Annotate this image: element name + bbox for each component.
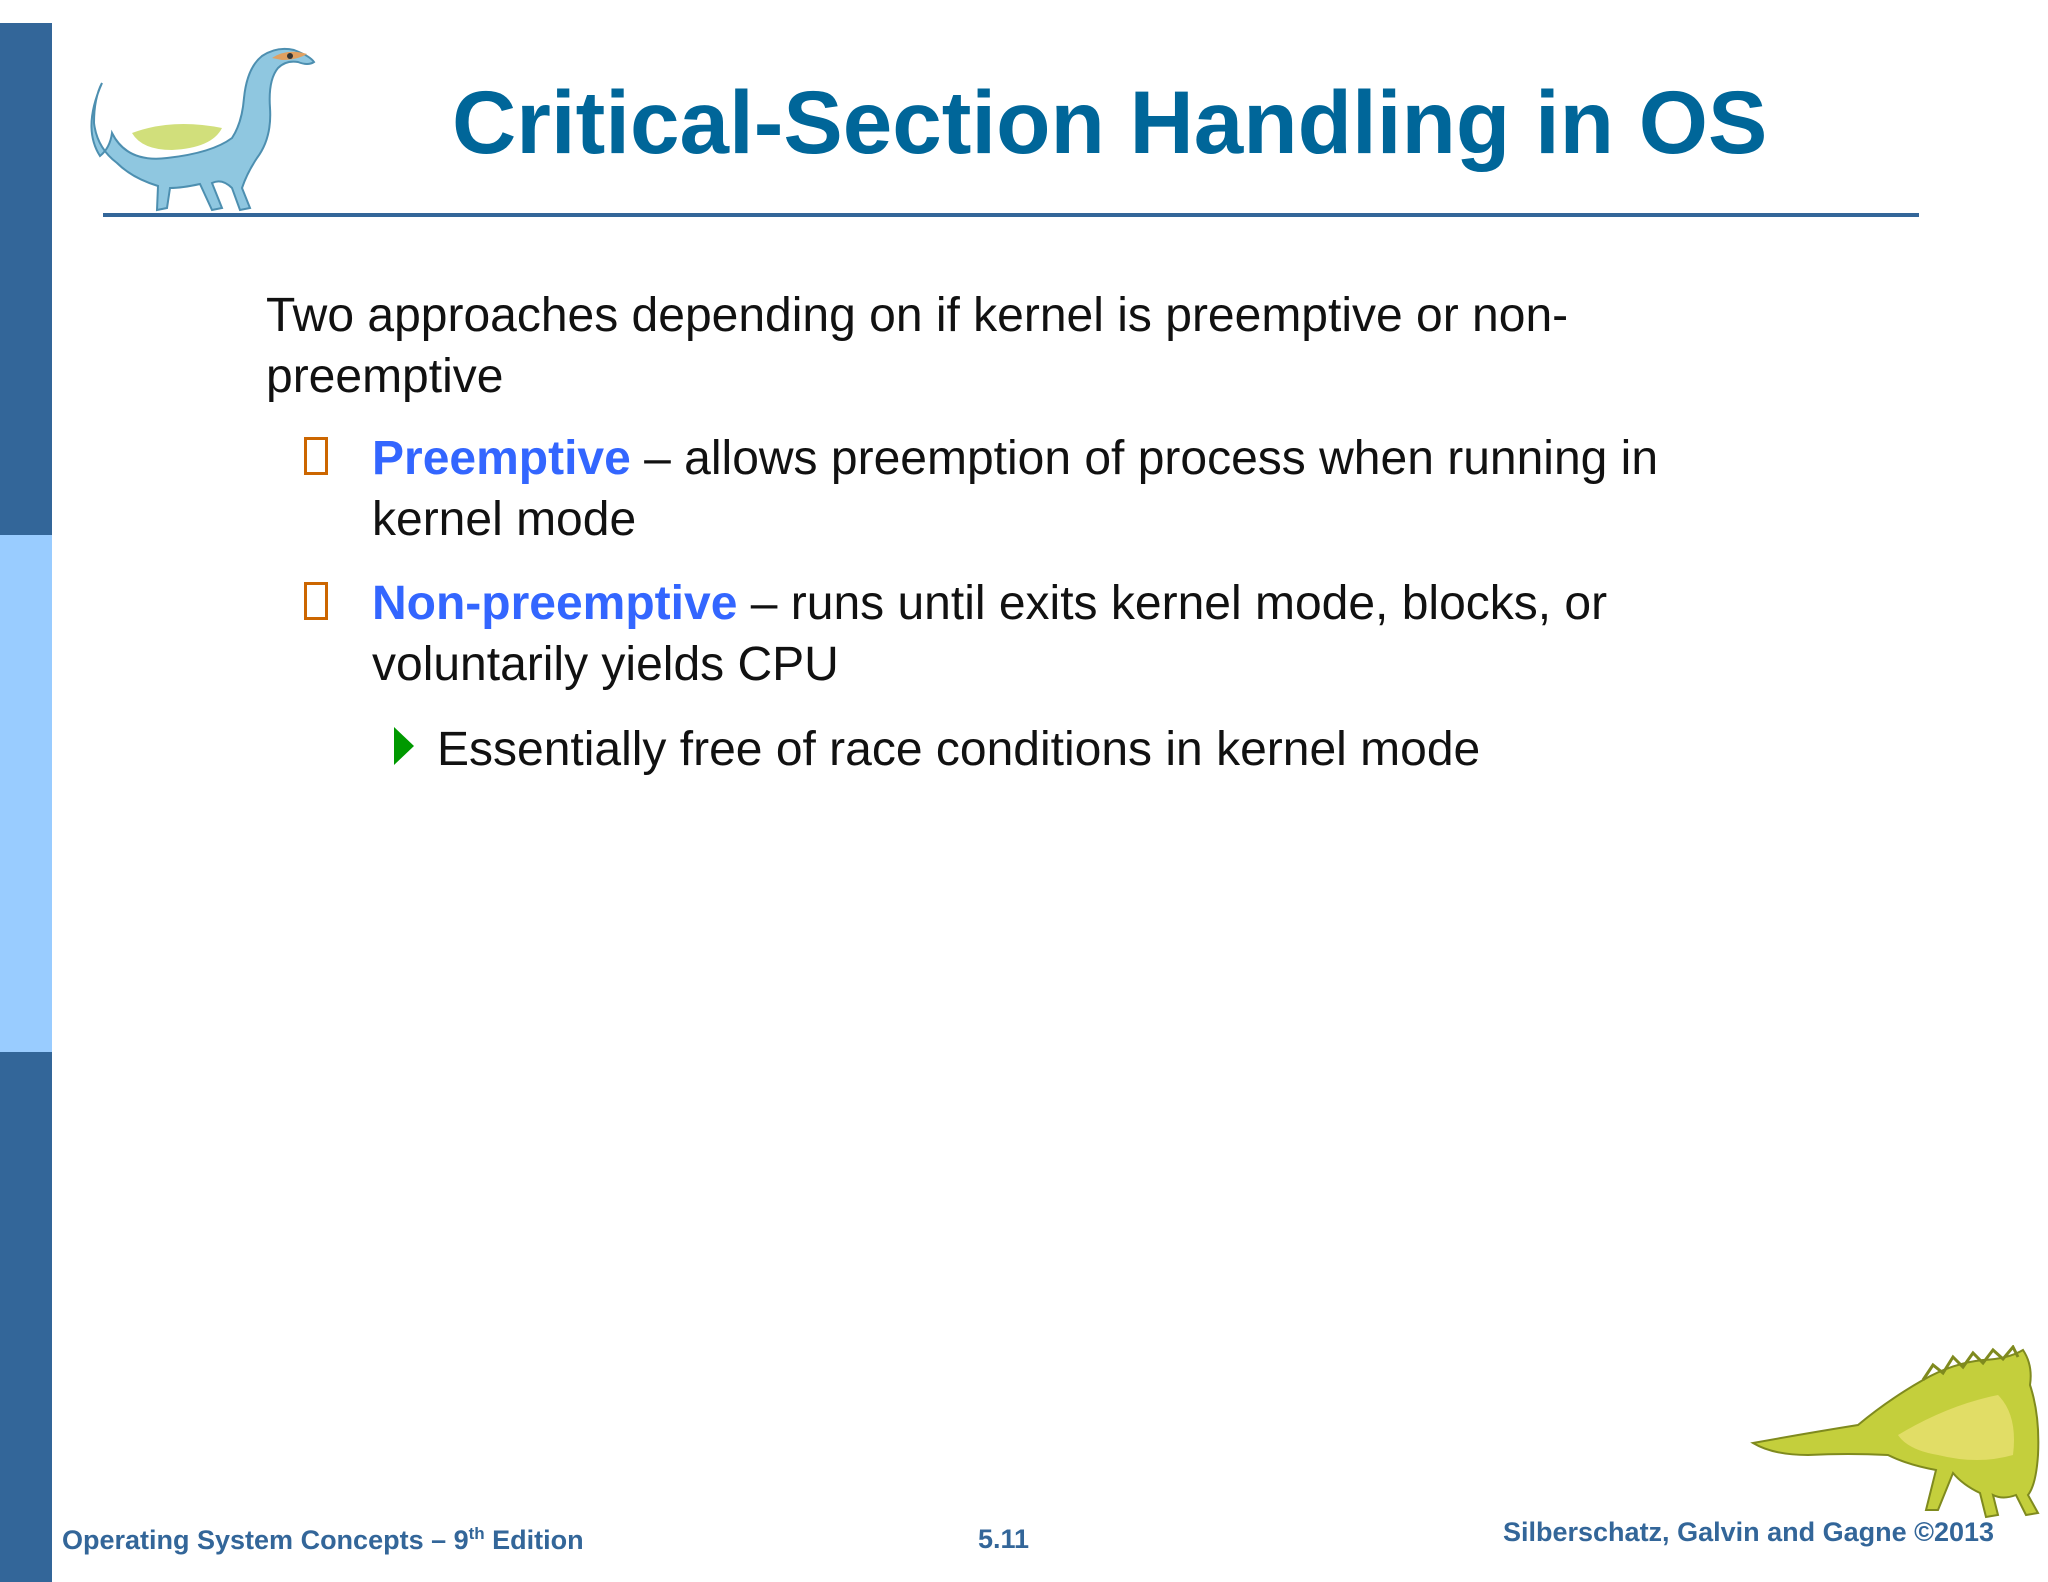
intro-text: Two approaches depending on if kernel is preemptive or non-preemptive [266, 289, 1569, 403]
side-bar-bottom-band [0, 1052, 52, 1582]
sub-bullet-text: Essentially free of race conditions in kernel mode [437, 723, 1481, 776]
side-bar [0, 23, 52, 1582]
dinosaur-top-icon [72, 38, 324, 216]
slide-title: Critical-Section Handling in OS [452, 72, 1768, 172]
footer-book-sup: th [468, 1524, 485, 1543]
bullet-term: Preemptive [372, 432, 631, 485]
bullet-text: – allows preemption of process when running in kernel mode [372, 432, 1659, 546]
side-bar-middle-band [0, 535, 52, 1052]
footer-book-title [62, 1524, 584, 1556]
bullet-text: – runs until exits kernel mode, blocks, or voluntarily yields CPU [372, 577, 1608, 691]
bullet-preemptive [372, 428, 1732, 550]
side-bar-top-band [0, 23, 52, 535]
footer-authors: Silberschatz, Galvin and Gagne ©2013 [1503, 1517, 1995, 1547]
footer-page-number: 5.11 [978, 1524, 1030, 1554]
footer-book-prefix: Operating System Concepts – 9 [62, 1525, 469, 1555]
title-underline [103, 213, 1919, 217]
footer-book-suffix: Edition [484, 1525, 584, 1555]
bullet-term: Non-preemptive [372, 577, 738, 630]
triangle-bullet-icon [394, 727, 414, 765]
dinosaur-bottom-icon [1748, 1345, 2044, 1530]
square-bullet-icon [304, 437, 328, 475]
square-bullet-icon [304, 582, 328, 620]
bullet-non-preemptive [372, 573, 1732, 695]
